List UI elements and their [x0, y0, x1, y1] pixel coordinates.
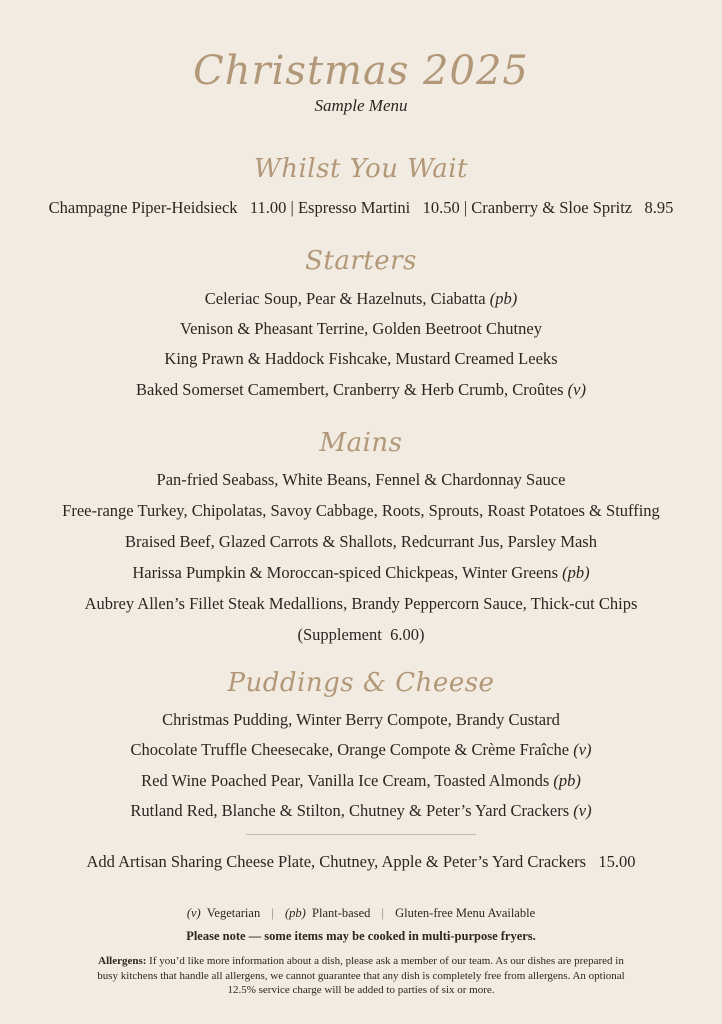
allergens-label: Allergens:: [98, 955, 147, 967]
plant-based-mark: (pb): [489, 289, 518, 308]
section-title-puddings-cheese: Puddings & Cheese: [227, 668, 495, 698]
pudding-item: Chocolate Truffle Cheesecake, Orange Compote & Crème Fraîche (v): [130, 740, 592, 759]
section-title-whilst-you-wait: Whilst You Wait: [254, 154, 468, 184]
main-item: Aubrey Allen’s Fillet Steak Medallions, Brandy Peppercorn Sauce, Thick-cut Chips: [84, 594, 638, 613]
starter-item: Venison & Pheasant Terrine, Golden Beetroot Chutney: [180, 319, 542, 338]
main-item: Braised Beef, Glazed Carrots & Shallots, Redcurrant Jus, Parsley Mash: [125, 532, 597, 551]
dietary-legend: [0, 906, 722, 921]
starter-item: Celeriac Soup, Pear & Hazelnuts, Ciabatta (pb): [204, 289, 518, 308]
allergens-text: If you’d like more information about a dish, please ask a member of our team. As our dishes are prepared in busy kitchens that handle all allergens, we cannot guarantee that any dish is completely free from allergens. An optional 12.5% service charge will be added to parties of six or more.: [97, 955, 625, 996]
main-item: Free-range Turkey, Chipolatas, Savoy Cabbage, Roots, Sprouts, Roast Potatoes & Stuffing: [62, 501, 660, 520]
main-item: Pan-fried Seabass, White Beans, Fennel & Chardonnay Sauce: [156, 470, 566, 489]
pudding-item: Red Wine Poached Pear, Vanilla Ice Cream, Toasted Almonds (pb): [141, 771, 581, 790]
vegetarian-mark: (v): [573, 801, 592, 820]
fryer-note: Please note — some items may be cooked in multi-purpose fryers.: [186, 929, 536, 943]
gluten-free-label: Gluten-free Menu Available: [395, 906, 536, 920]
main-item: Harissa Pumpkin & Moroccan-spiced Chickpeas, Winter Greens (pb): [132, 563, 590, 582]
plant-based-mark: (pb): [284, 906, 306, 920]
legend-separator: |: [381, 906, 385, 920]
menu-title: Christmas 2025: [193, 48, 529, 94]
starter-item: Baked Somerset Camembert, Cranberry & Herb Crumb, Croûtes (v): [136, 380, 586, 399]
vegetarian-mark: (v): [186, 906, 201, 920]
pudding-item: Rutland Red, Blanche & Stilton, Chutney & Peter’s Yard Crackers (v): [130, 801, 592, 820]
cheese-plate-addon: Add Artisan Sharing Cheese Plate, Chutney, Apple & Peter’s Yard Crackers 15.00: [86, 852, 636, 871]
divider: [246, 834, 476, 835]
section-title-mains: Mains: [319, 428, 403, 458]
allergens-notice: [90, 954, 632, 998]
plant-based-label: Plant-based: [312, 906, 371, 920]
plant-based-mark: (pb): [553, 771, 581, 790]
starter-item: King Prawn & Haddock Fishcake, Mustard Creamed Leeks: [164, 349, 558, 368]
drinks-line: Champagne Piper-Heidsieck 11.00 | Espresso Martini 10.50 | Cranberry & Sloe Spritz 8.95: [48, 198, 674, 217]
menu-subtitle: Sample Menu: [314, 96, 408, 115]
plant-based-mark: (pb): [562, 563, 590, 582]
section-title-starters: Starters: [305, 246, 417, 276]
main-item-supplement: (Supplement 6.00): [297, 625, 425, 644]
vegetarian-mark: (v): [567, 380, 586, 399]
vegetarian-mark: (v): [573, 740, 592, 759]
legend-separator: |: [271, 906, 274, 920]
pudding-item: Christmas Pudding, Winter Berry Compote, Brandy Custard: [162, 710, 560, 729]
vegetarian-label: Vegetarian: [206, 906, 261, 920]
